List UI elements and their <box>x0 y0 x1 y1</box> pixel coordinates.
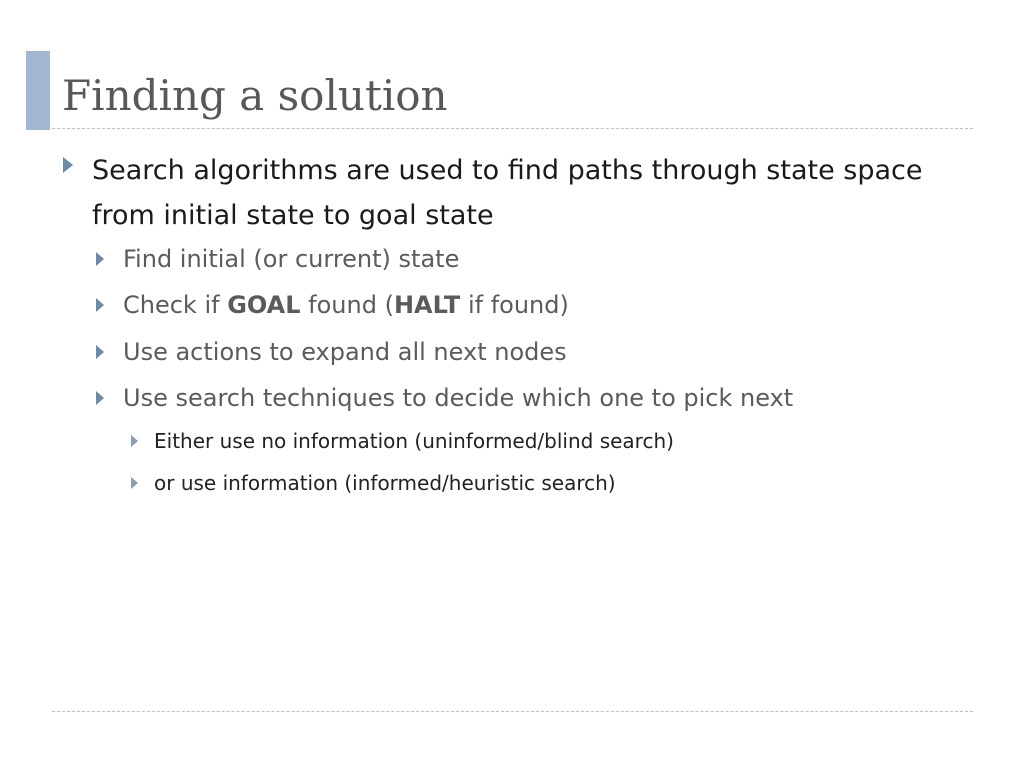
sub-sub-bullet-informed: or use information (informed/heuristic search) <box>154 471 616 495</box>
bullet-arrow-icon <box>63 157 73 173</box>
halt-keyword: HALT <box>393 291 461 319</box>
sub-bullet-search-techniques: Use search techniques to decide which one to pick next <box>123 384 794 412</box>
bullet-arrow-icon <box>96 391 104 405</box>
sub-bullet-expand-nodes: Use actions to expand all next nodes <box>123 338 567 366</box>
main-bullet-text: Search algorithms are used to find paths through state space from initial state to goal state <box>92 155 923 231</box>
bullet-arrow-icon <box>96 252 104 266</box>
title-divider <box>52 128 973 129</box>
bullet-arrow-icon <box>96 345 104 359</box>
sub-bullet-find-initial-state: Find initial (or current) state <box>123 245 460 273</box>
sub-bullet-check-goal <box>123 287 569 323</box>
sub-bullet-text: Check if <box>123 291 228 319</box>
title-accent-bar <box>26 51 50 130</box>
bullet-arrow-icon <box>131 477 138 489</box>
footer-divider <box>52 711 973 712</box>
sub-bullet-text: if found) <box>460 291 569 319</box>
slide-title: Finding a solution <box>62 71 448 120</box>
bullet-arrow-icon <box>96 298 104 312</box>
bullet-arrow-icon <box>131 435 138 447</box>
sub-sub-bullet-uninformed: Either use no information (uninformed/blind search) <box>154 429 674 453</box>
goal-keyword: GOAL <box>227 291 301 319</box>
sub-bullet-text: found ( <box>300 291 394 319</box>
